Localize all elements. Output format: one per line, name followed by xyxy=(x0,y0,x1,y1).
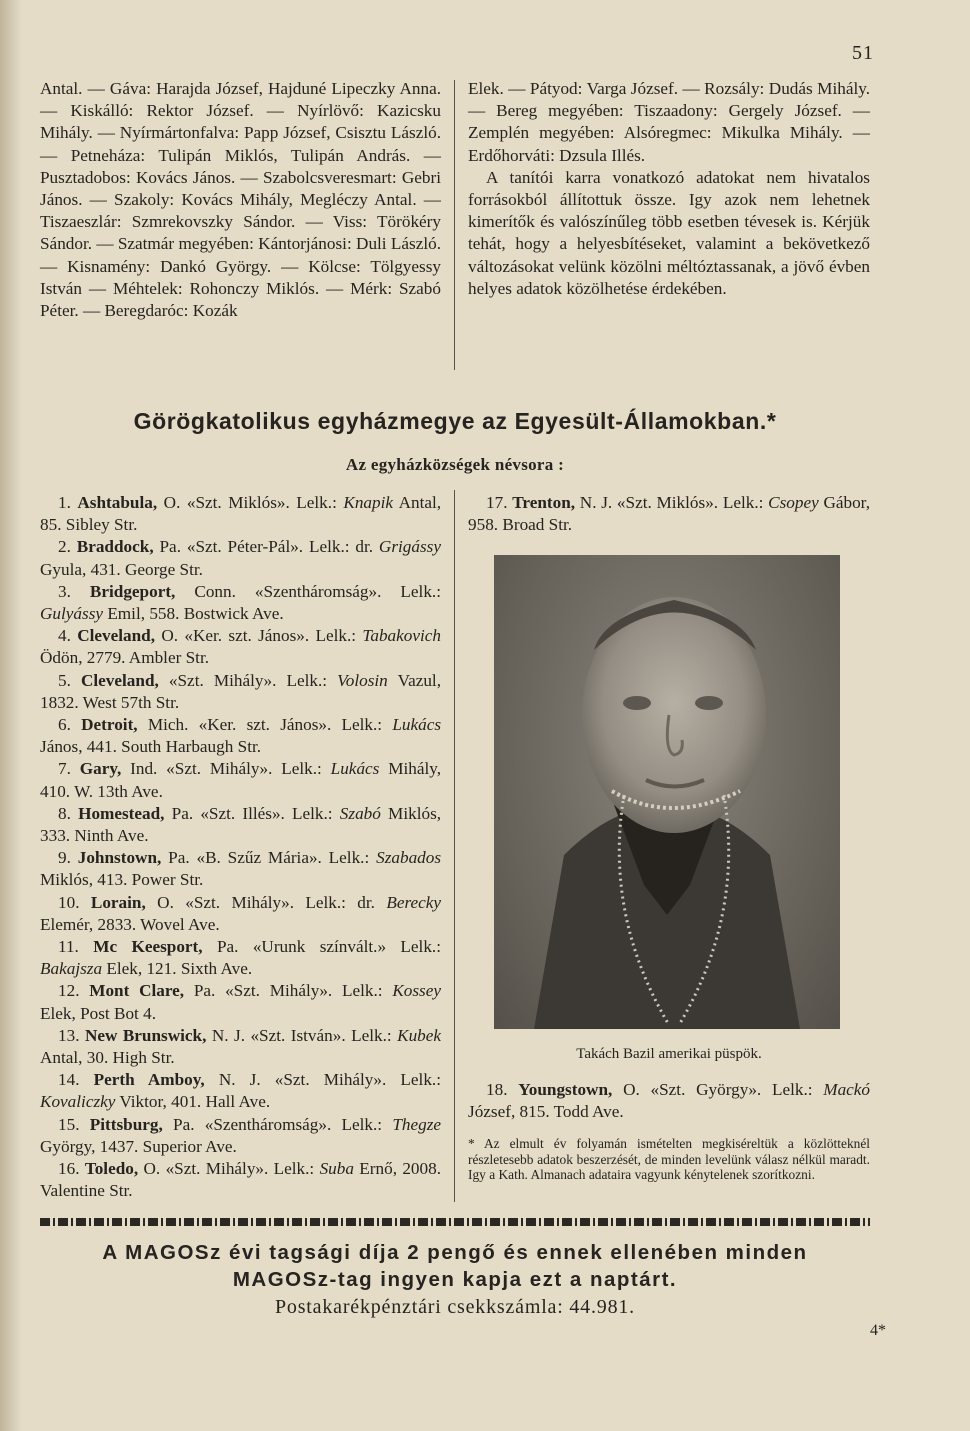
parish-number: 4. xyxy=(58,626,71,646)
parish-address: Ernő, 2008. Valentine Str. xyxy=(40,1159,442,1201)
parish-address: Vazul, 1832. West 57th Str. xyxy=(40,670,441,712)
parish-church: Conn. «Szentháromság». Lelk.: xyxy=(194,581,441,601)
parish-address: Elemér, 2833. Wovel Ave. xyxy=(40,914,220,934)
parish-church: O. «Szt. Mihály». Lelk.: xyxy=(143,1159,315,1179)
parish-entry xyxy=(40,625,441,669)
membership-ad-line-2: MAGOSz-tag ingyen kapja ezt a naptárt. xyxy=(232,1268,678,1291)
parish-address: Miklós, 333. Ninth Ave. xyxy=(40,803,442,846)
parish-entry xyxy=(40,1158,441,1202)
portrait-illustration xyxy=(494,555,840,1029)
continued-teacher-list xyxy=(40,78,441,322)
parish-priest: Kubek xyxy=(397,1025,442,1045)
parish-city: Mc Keesport, xyxy=(93,937,203,957)
parish-church: «Szt. Mihály». Lelk.: xyxy=(168,670,328,690)
parish-priest: Thegze xyxy=(392,1114,442,1134)
parish-entry xyxy=(40,536,441,580)
parish-number: 5. xyxy=(58,670,71,690)
parish-entry xyxy=(40,492,441,536)
parish-number: 10. xyxy=(58,892,80,912)
parish-address: Ödön, 2779. Ambler Str. xyxy=(40,648,210,668)
parish-priest: Lukács xyxy=(330,759,380,779)
postal-account-line: Postakarékpénztári csekkszámla: 44.981. xyxy=(275,1296,635,1318)
parish-address: Antal, 85. Sibley Str. xyxy=(40,493,442,535)
parish-city: Lorain, xyxy=(90,892,146,912)
parish-address: György, 1437. Superior Ave. xyxy=(40,1136,237,1156)
parish-number: 1. xyxy=(58,493,71,512)
parish-number: 9. xyxy=(58,848,71,868)
parish-city: Perth Amboy, xyxy=(93,1070,205,1090)
parish-number: 7. xyxy=(58,759,71,779)
parish-priest: Szabó xyxy=(339,803,381,823)
parish-address: Miklós, 413. Power Str. xyxy=(40,870,204,890)
parish-church: Pa. «Szt. Illés». Lelk.: xyxy=(171,803,333,823)
parish-priest: Kovaliczky xyxy=(40,1092,116,1112)
teacher-list-text: Antal. — Gáva: Harajda József, Hajduné Lipeczky Anna. — Kiskálló: Rektor József. — Nyírlövő: Kazicsku Mihály. — Nyírmártonfalva: Papp József, Csisztu László. — Petneháza: Tulipán Miklós, Tulipán András. — Pusztadobos: Kovács János. — Szabolcsveresmart: Gebri János. — Szakoly: Kovács Mihály, Megléczy Antal. — Tiszaeszlár: Szmrekovszky Sándor. — Viss: Törökéry Sándor. — Szatmár megyében: Kántorjánosi: Duli László. — Kisnamény: Dankó György. — Kölcse: Tölgyessy István — Méhtelek: Rohonczy Miklós. — Mérk: Szabó Péter. — Beregdaróc: Kozák xyxy=(40,79,441,321)
section-subtitle: Az egyházközségek névsora : xyxy=(345,455,565,474)
parish-city: Cleveland, xyxy=(80,670,159,690)
parish-number: 3. xyxy=(58,581,71,601)
parish-priest: Lukács xyxy=(392,715,442,735)
parish-city: Ashtabula, xyxy=(77,493,158,512)
parish-entry xyxy=(40,1114,441,1158)
parish-entry xyxy=(468,492,870,536)
parish-list-right-top xyxy=(468,492,870,536)
parish-city: Gary, xyxy=(79,759,122,779)
footnote: * Az elmult év folyamán ismételten megkiséreltük a közlötteknél részletesebb adatok beszerzését, de minden levelünk válasz nélkül maradt. Igy a Kath. Almanach adataira vagyunk kénytelenek szorítkozni. xyxy=(468,1136,870,1183)
parish-priest: Tabakovich xyxy=(362,626,441,646)
parish-address: Emil, 558. Bostwick Ave. xyxy=(107,604,284,624)
page-edge-shadow xyxy=(0,0,22,1431)
parish-city: Detroit, xyxy=(81,715,138,735)
parish-entry xyxy=(40,581,441,625)
parish-address: Gyula, 431. George Str. xyxy=(40,559,203,579)
parish-city: Trenton, xyxy=(512,493,576,512)
parish-city: Homestead, xyxy=(78,803,165,823)
parish-entry xyxy=(40,936,441,980)
parish-city: Mont Clare, xyxy=(89,981,185,1001)
parish-address: Antal, 30. High Str. xyxy=(40,1048,175,1068)
parish-number: 11. xyxy=(58,937,79,957)
parish-address: Elek, 121. Sixth Ave. xyxy=(106,959,253,979)
correction-request-paragraph: A tanítói karra vonatkozó adatokat nem hivatalos forrásokból állítottuk össze. Igy azok nem lehetnek kimerítők és valószínűleg több esetben tévesek is. Kérjük tehát, hogy a helyesbítéseket, valamint a bekövetkező változásokat velünk közölni méltóztassanak, a jövő évben helyes adatok közölhetése érdekében. xyxy=(468,167,870,298)
parish-address: Viktor, 401. Hall Ave. xyxy=(119,1092,271,1112)
page-number: 51 xyxy=(852,42,874,64)
parish-church: O. «Szt. Miklós». Lelk.: xyxy=(163,493,337,512)
parish-city: Braddock, xyxy=(76,537,154,557)
parish-church: O. «Ker. szt. János». Lelk.: xyxy=(161,626,357,646)
parish-number: 14. xyxy=(58,1070,80,1090)
parish-list-right-bottom xyxy=(468,1079,870,1123)
parish-number: 8. xyxy=(58,803,71,823)
parish-address: Elek, Post Bot 4. xyxy=(40,1003,157,1023)
teacher-list-end xyxy=(468,78,870,300)
parish-priest: Volosin xyxy=(337,670,388,690)
bishop-portrait-photo xyxy=(494,555,840,1029)
parish-church: O. «Szt. Mihály». Lelk.: dr. xyxy=(157,892,375,912)
parish-number: 17. xyxy=(486,493,508,512)
parish-entry xyxy=(40,1069,441,1113)
parish-number: 13. xyxy=(58,1025,80,1045)
parish-church: Pa. «B. Szűz Mária». Lelk.: xyxy=(168,848,370,868)
parish-church: Pa. «Szt. Péter-Pál». Lelk.: dr. xyxy=(159,537,374,557)
parish-church: O. «Szt. György». Lelk.: xyxy=(623,1080,813,1099)
column-divider-top xyxy=(454,80,455,370)
portrait-caption: Takách Bazil amerikai püspök. xyxy=(576,1046,762,1062)
teacher-list-end-text: Elek. — Pátyod: Varga József. — Rozsály: Dudás Mihály. — Bereg megyében: Tiszaadony: Gergely József. — Zemplén megyében: Alsóregmec: Mikulka Mihály. — Erdőhorváti: Dzsula Illés. xyxy=(468,79,870,165)
parish-church: N. J. «Szt. Miklós». Lelk.: xyxy=(579,493,764,512)
parish-entry xyxy=(40,980,441,1024)
parish-city: Pittsburg, xyxy=(89,1114,163,1134)
parish-church: Pa. «Szt. Mihály». Lelk.: xyxy=(193,981,383,1001)
parish-priest: Bakajsza xyxy=(40,959,103,979)
parish-entry xyxy=(40,847,441,891)
parish-number: 6. xyxy=(58,715,71,735)
parish-number: 18. xyxy=(486,1080,508,1099)
parish-entry xyxy=(40,758,441,802)
parish-priest: Szabados xyxy=(376,848,442,868)
parish-entry xyxy=(40,892,441,936)
parish-number: 2. xyxy=(58,537,71,557)
section-title: Görögkatolikus egyházmegye az Egyesült-Államokban.* xyxy=(133,408,777,434)
membership-ad-line-1: A MAGOSz évi tagsági díja 2 pengő és ennek ellenében minden xyxy=(102,1241,808,1264)
parish-number: 15. xyxy=(58,1114,80,1134)
parish-entry xyxy=(40,670,441,714)
parish-entry xyxy=(468,1079,870,1123)
signature-mark: 4* xyxy=(870,1322,886,1339)
parish-address: József, 815. Todd Ave. xyxy=(468,1102,624,1122)
parish-priest: Csopey xyxy=(768,493,819,512)
parish-entry xyxy=(40,714,441,758)
parish-number: 16. xyxy=(58,1159,80,1179)
parish-church: N. J. «Szt. István». Lelk.: xyxy=(211,1025,392,1045)
parish-church: Ind. «Szt. Mihály». Lelk.: xyxy=(130,759,322,779)
parish-address: Mihály, 410. W. 13th Ave. xyxy=(40,759,442,801)
parish-church: Pa. «Urunk színvált.» Lelk.: xyxy=(216,937,441,957)
parish-priest: Gulyássy xyxy=(40,604,104,624)
column-divider-bottom xyxy=(454,490,455,1202)
parish-list-left xyxy=(40,492,441,1203)
parish-entry xyxy=(40,1025,441,1069)
parish-church: N. J. «Szt. Mihály». Lelk.: xyxy=(218,1070,441,1090)
parish-priest: Berecky xyxy=(386,892,442,912)
parish-city: New Brunswick, xyxy=(84,1025,207,1045)
parish-entry xyxy=(40,803,441,847)
parish-address: Gábor, 958. Broad Str. xyxy=(468,493,870,535)
ornamental-divider xyxy=(40,1218,870,1226)
parish-priest: Suba xyxy=(319,1159,354,1179)
parish-number: 12. xyxy=(58,981,80,1001)
parish-priest: Grigássy xyxy=(378,537,441,557)
parish-city: Johnstown, xyxy=(77,848,162,868)
parish-address: János, 441. South Harbaugh Str. xyxy=(40,737,262,757)
parish-church: Pa. «Szentháromság». Lelk.: xyxy=(173,1114,383,1134)
parish-city: Youngstown, xyxy=(518,1080,613,1099)
parish-priest: Mackó xyxy=(823,1080,871,1099)
parish-church: Mich. «Ker. szt. János». Lelk.: xyxy=(147,715,383,735)
parish-priest: Knapik xyxy=(343,493,394,512)
parish-city: Toledo, xyxy=(84,1159,139,1179)
parish-priest: Kossey xyxy=(392,981,442,1001)
parish-city: Cleveland, xyxy=(77,626,156,646)
parish-city: Bridgeport, xyxy=(89,581,176,601)
